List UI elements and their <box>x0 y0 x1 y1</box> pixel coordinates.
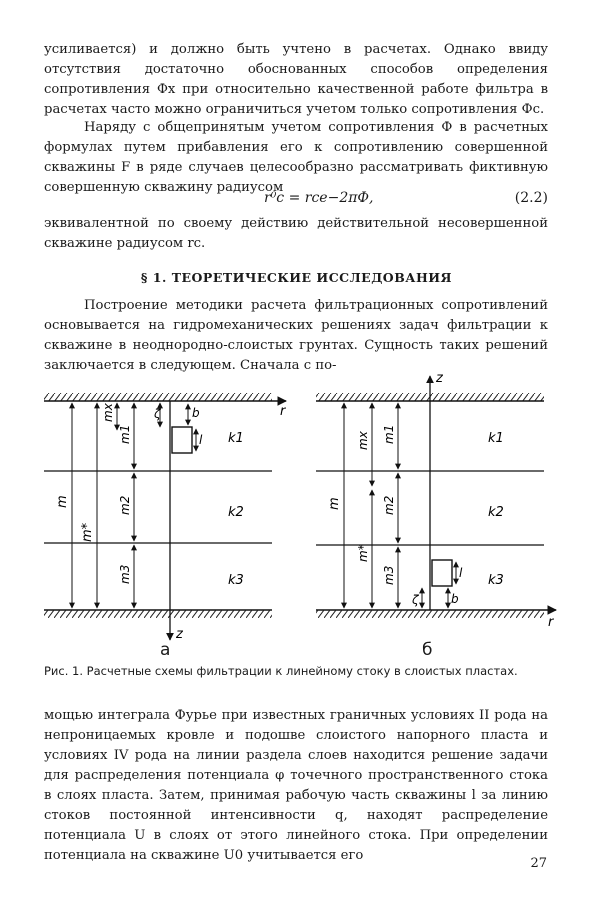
formula-number: (2.2) <box>514 190 548 206</box>
label-m2-a: m2 <box>118 495 132 515</box>
label-k3-a: k3 <box>228 573 244 588</box>
label-m1-b: m1 <box>382 424 396 444</box>
paragraph-3: эквивалентной по своему действию действительной несовершенной скважине радиусом rc. <box>44 216 548 251</box>
label-mstar-a: m* <box>80 522 95 542</box>
paragraph-4: Построение методики расчета фильтрационных сопротивлений основывается на гидромеханических решениях задач фильтрации к скважине в неоднородно-слоистых грунтах. Сущность таких решений заключается в следующем. Сначала с по- <box>44 298 548 373</box>
label-mstar-b: m* <box>356 544 370 562</box>
subfigure-label-b: б <box>422 640 433 660</box>
label-mx-a: mx <box>101 403 115 422</box>
paragraph-2: Наряду с общепринятым учетом сопротивления Ф в расчетных формулах путем прибавления его к сопротивлению совершенной скважины F в ряде случаев целесообразно рассматривать фиктивную совершенную скважину радиусом <box>44 120 548 195</box>
label-zeta-a: ζ <box>154 407 161 421</box>
label-m3-a: m3 <box>118 564 132 584</box>
label-m3-b: m3 <box>382 565 396 585</box>
formula-2-2 <box>44 190 548 214</box>
label-m-b: m <box>327 497 342 510</box>
label-z-a: z <box>176 627 183 642</box>
section-heading: § 1. ТЕОРЕТИЧЕСКИЕ ИССЛЕДОВАНИЯ <box>140 270 453 285</box>
label-zeta-b: ζ <box>412 593 419 607</box>
bottom-hatch-b <box>316 610 544 618</box>
label-mx-b: mx <box>356 431 370 450</box>
label-k2-b: k2 <box>488 505 504 520</box>
label-k2-a: k2 <box>228 505 244 520</box>
label-r-b: r <box>548 615 554 630</box>
page-number: 27 <box>530 856 547 871</box>
label-b-a: b <box>192 406 200 420</box>
label-k1-a: k1 <box>228 431 244 446</box>
label-l-a: l <box>199 433 203 447</box>
label-k1-b: k1 <box>488 431 504 446</box>
paragraph-5: мощью интеграла Фурье при известных граничных условиях II рода на непроницаемых кровле и подошве слоистого напорного пласта и условиях IV рода на линии раздела слоев находится решение задачи для распределения потенциала φ точечного пространственного стока в слоях пласта. Затем, принимая рабочую часть скважины l за линию стоков постоянной интенсивности q, находят распределение потенциала U в слоях от этого линейного стока. При определении потенциала на скважине U0 учитывается его <box>44 708 548 863</box>
label-r-a: r <box>280 404 286 419</box>
label-l-b: l <box>459 566 463 580</box>
subfigure-label-a: a <box>160 640 171 660</box>
bottom-hatch-a <box>44 610 272 618</box>
diagram-a <box>44 393 287 642</box>
label-m-a: m <box>55 495 70 508</box>
paragraph-1: усиливается) и должно быть учтено в расчетах. Однако ввиду отсутствия достаточно обоснованных способов определения сопротивления Фx при относительно качественной работе фильтра в расчетах часто можно ограничиться учетом только сопротивления Фc. <box>44 42 548 117</box>
label-k3-b: k3 <box>488 573 504 588</box>
well-filter-a <box>172 427 192 453</box>
label-m2-b: m2 <box>382 495 396 515</box>
figure-diagram <box>0 370 593 660</box>
formula-expression: r⁰c = rce−2πФ, <box>264 190 374 206</box>
diagram-b <box>316 371 556 630</box>
label-m1-a: m1 <box>118 424 132 444</box>
label-b-b: b <box>451 592 459 606</box>
top-hatch-a <box>44 393 272 401</box>
label-z-b: z <box>436 371 443 386</box>
well-filter-b <box>432 560 452 586</box>
figure-caption: Рис. 1. Расчетные схемы фильтрации к линейному стоку в слоистых пластах. <box>44 664 518 678</box>
